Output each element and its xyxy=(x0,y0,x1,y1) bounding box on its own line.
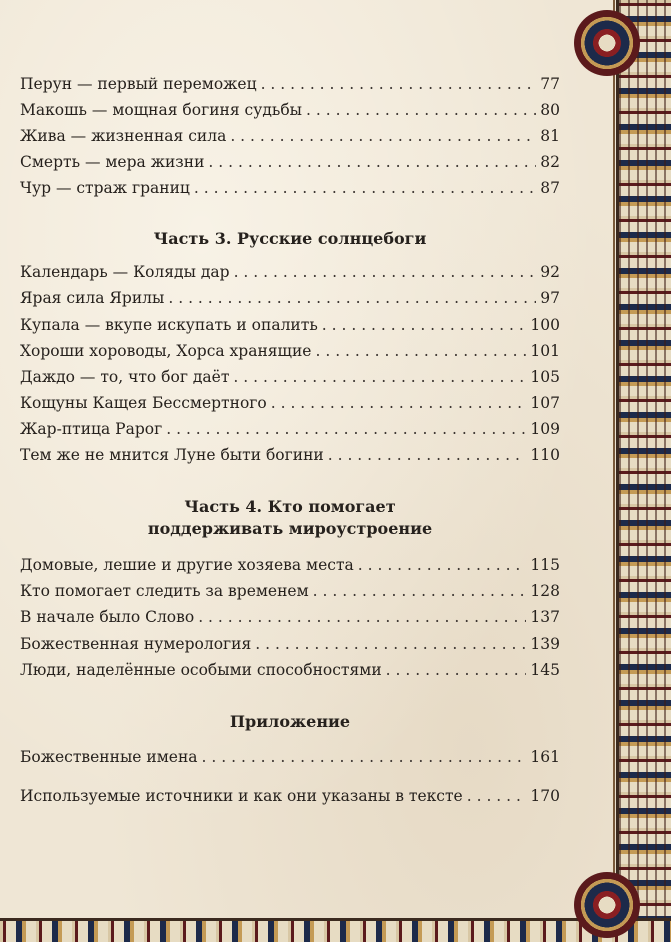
toc-entry-title: Кощуны Кащея Бессмертного xyxy=(20,394,267,412)
toc-leader-dots xyxy=(230,123,536,149)
toc-entry-page: 110 xyxy=(530,446,560,464)
toc-entry-page: 80 xyxy=(540,101,560,119)
toc-entry-page: 81 xyxy=(540,127,560,145)
toc-entry-title: Чур — страж границ xyxy=(20,179,190,197)
toc-entry[interactable] xyxy=(20,71,560,97)
toc-entry-page: 92 xyxy=(540,263,560,281)
toc-entry-title: Люди, наделённые особыми способностями xyxy=(20,661,382,679)
toc-leader-dots xyxy=(168,285,536,311)
toc-entry[interactable] xyxy=(20,338,560,364)
toc-leader-dots xyxy=(322,312,527,338)
toc-entry-title: Купала — вкупе искупать и опалить xyxy=(20,316,318,334)
toc-entry-title: В начале было Слово xyxy=(20,608,195,626)
toc-entry[interactable] xyxy=(20,552,560,578)
toc-leader-dots xyxy=(386,657,527,683)
toc-entry-page: 82 xyxy=(540,153,560,171)
toc-entry-title: Жива — жизненная сила xyxy=(20,127,227,145)
toc-entry-title: Даждо — то, что бог даёт xyxy=(20,368,230,386)
toc-entry-page: 139 xyxy=(530,635,560,653)
toc-entry-page: 109 xyxy=(530,420,560,438)
toc-leader-dots xyxy=(208,149,536,175)
toc-leader-dots xyxy=(261,71,537,97)
toc-entry[interactable] xyxy=(20,364,560,390)
toc-entry-page: 115 xyxy=(530,556,560,574)
toc-entry-title: Макошь — мощная богиня судьбы xyxy=(20,101,303,119)
section-heading-line: Часть 4. Кто помогает xyxy=(184,497,396,516)
toc-leader-dots xyxy=(271,390,527,416)
ornament-border-line xyxy=(613,0,615,939)
toc-leader-dots xyxy=(166,416,526,442)
toc-entry-page: 170 xyxy=(530,787,560,805)
toc-entry-page: 77 xyxy=(540,75,560,93)
toc-leader-dots xyxy=(233,364,526,390)
toc-entry[interactable] xyxy=(20,97,560,123)
ornament-border-bottom xyxy=(0,918,671,942)
toc-entry-page: 101 xyxy=(530,342,560,360)
toc-entry-page: 128 xyxy=(530,582,560,600)
ornament-border-right xyxy=(616,0,671,939)
toc-leader-dots xyxy=(194,175,536,201)
toc-entry-title: Божественная нумерология xyxy=(20,635,252,653)
toc-entry-page: 137 xyxy=(530,608,560,626)
toc-entry-page: 161 xyxy=(530,748,560,766)
toc-entry[interactable] xyxy=(20,783,560,809)
toc-entry[interactable] xyxy=(20,442,560,468)
section-heading xyxy=(20,228,560,250)
toc-entry-title: Смерть — мера жизни xyxy=(20,153,205,171)
toc-entry[interactable] xyxy=(20,175,560,201)
section-heading xyxy=(20,496,560,540)
toc-entry-title: Тем же не мнится Луне быти богини xyxy=(20,446,324,464)
toc-entry-title: Жар-птица Рарог xyxy=(20,420,163,438)
toc-leader-dots xyxy=(255,631,526,657)
toc-entry[interactable] xyxy=(20,149,560,175)
rosette-ornament-icon xyxy=(574,10,640,76)
toc-leader-dots xyxy=(234,259,537,285)
toc-entry[interactable] xyxy=(20,744,560,770)
section-heading xyxy=(20,711,560,733)
toc-entry-title: Календарь — Коляды дар xyxy=(20,263,230,281)
toc-entry[interactable] xyxy=(20,657,560,683)
toc-entry-page: 100 xyxy=(530,316,560,334)
section-heading-line: Приложение xyxy=(229,712,351,731)
toc-entry-title: Домовые, лешие и другие хозяева места xyxy=(20,556,354,574)
toc-leader-dots xyxy=(467,783,527,809)
toc-entry-page: 97 xyxy=(540,289,560,307)
toc-entry[interactable] xyxy=(20,631,560,657)
toc-leader-dots xyxy=(202,744,527,770)
toc-entry[interactable] xyxy=(20,285,560,311)
toc-entry[interactable] xyxy=(20,604,560,630)
toc-entry[interactable] xyxy=(20,312,560,338)
toc-entry-title: Перун — первый переможец xyxy=(20,75,257,93)
toc-entry-title: Ярая сила Ярилы xyxy=(20,289,165,307)
toc-entry-page: 87 xyxy=(540,179,560,197)
toc-entry-title: Кто помогает следить за временем xyxy=(20,582,309,600)
toc-leader-dots xyxy=(328,442,527,468)
toc-leader-dots xyxy=(306,97,536,123)
toc-entry-page: 105 xyxy=(530,368,560,386)
toc-entry[interactable] xyxy=(20,123,560,149)
toc-entry-page: 145 xyxy=(530,661,560,679)
toc-entry[interactable] xyxy=(20,578,560,604)
toc-leader-dots xyxy=(358,552,527,578)
toc-leader-dots xyxy=(315,338,526,364)
toc-entry-page: 107 xyxy=(530,394,560,412)
rosette-ornament-icon xyxy=(574,872,640,938)
toc-leader-dots xyxy=(313,578,527,604)
toc-entry[interactable] xyxy=(20,259,560,285)
section-heading-line: поддерживать мироустроение xyxy=(147,519,433,538)
toc-entry[interactable] xyxy=(20,416,560,442)
toc-entry-title: Используемые источники и как они указаны в тексте xyxy=(20,787,463,805)
toc-leader-dots xyxy=(198,604,526,630)
section-heading-line: Часть 3. Русские солнцебоги xyxy=(153,229,427,248)
toc-entry[interactable] xyxy=(20,390,560,416)
toc-entry-title: Божественные имена xyxy=(20,748,198,766)
toc-entry-title: Хороши хороводы, Хорса хранящие xyxy=(20,342,312,360)
